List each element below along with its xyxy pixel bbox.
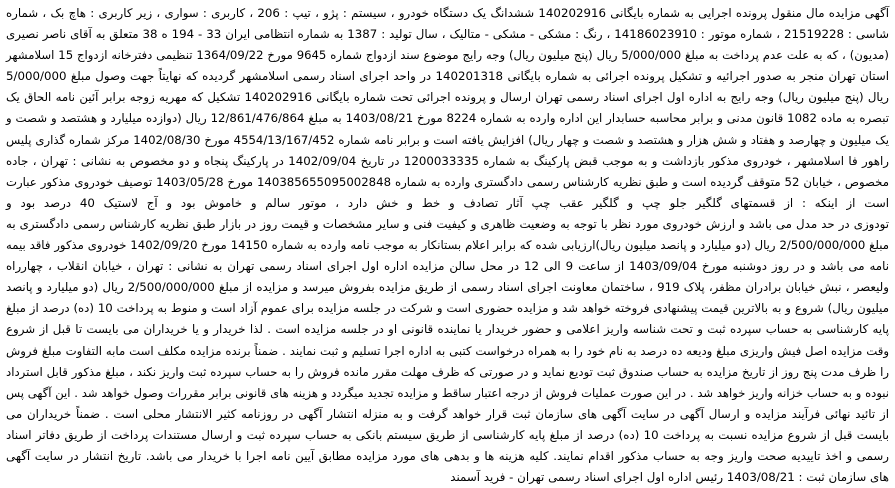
notice-line: است از اینکه : از قسمتهای گلگیر جلو چپ و گلگیر عقب چپ آثار تصادف و خط و خش دارد ، موتور سالم و خاموش بود و آج لاستیک 40 درصد بود و — [6, 195, 889, 210]
notice-line: تبصره به ماده 1082 قانون مدنی و برابر محاسبه حسابدار این اداره وارده به شماره 8224 مورخ 1403/08/21 به مبلغ 12/861/476/864 ریال (دوازده میلیارد و هشتصد و شصت و — [6, 111, 889, 126]
notice-line: تودوزی در حد مدل می باشد و ارزش خودروی مورد نظر با توجه به وضعیت ظاهری و کیفیت فنی و سایر مشخصات و قیمت روز در بازار طبق نظریه کارشناس رسمی دادگستری به — [6, 216, 889, 231]
notice-line: رسمی و اخذ تاییدیه صحت واریز وجه به حساب مذکور اقدام نمایند. کلیه هزینه ها و بدهی های مورد مزایده مطابق آیین نامه اجرا با خریدار می باشد. تاریخ انتشار در سایت آگهی — [6, 448, 889, 463]
notice-line: نبوده و به حساب خزانه واریز خواهد شد . در این صورت عملیات فروش از درجه اعتبار ساقط و مزایده تجدید میگردد و هزینه های قانونی برابر مقررات وصول خواهد شد . این آگهی پس — [6, 385, 889, 400]
notice-line: میلیون ریال) شروع و به بالاترین قیمت پیشنهادی فروخته خواهد شد و مزایده حضوری است و شرکت در جلسه مزایده برای عموم آزاد است و منوط به پرداخت 10 (ده) درصد از مبلغ — [6, 301, 889, 316]
notice-line: ولیعصر ، نبش خیابان برادران مظفر، پلاک 919 ، ساختمان معاونت اجرای اسناد رسمی از طریق مزایده بفروش میرسد و مزایده از مبلغ 2/500/000/000 ریال (دو میلیارد و پانصد — [6, 280, 889, 295]
notice-line: استان تهران منجر به صدور اجرائیه و تشکیل پرونده اجرائی به شماره بایگانی 140201318 در واحد اجرای اسناد رسمی اسلامشهر گردیده که نهایتاً جهت وصول مبلغ 5/000/000 — [6, 69, 889, 84]
notice-line: مخصوص ، خیابان 52 متوقف گردیده است و طبق نظریه کارشناس رسمی دادگستری وارده به شماره 140385655095002848 مورخ 1403/05/28 توصیف خودروی مذکور عبارت — [6, 174, 890, 189]
notice-line: نامه می باشد و در روز دوشنبه مورخ 1403/09/04 از ساعت 9 الی 12 در محل سالن مزایده اداره اول اجرای اسناد رسمی تهران به نشانی : تهران ، خیابان انقلاب ، چهارراه — [6, 259, 889, 274]
notice-line-final: های سازمان ثبت : 1403/08/21 رئیس اداره اول اجرای اسناد رسمی تهران - فرید آسمند — [450, 470, 889, 485]
notice-line: شاسی : 21519228 ، شماره موتور : 14186023910 ، رنگ : مشکی - مشکی - متالیک ، سال تولید : 1387 به شماره انتظامی ایران 33 - 194 ه 38 متعلق به آقای ناصر نصیری — [6, 27, 890, 42]
notice-line: مبلغ 2/500/000/000 ریال (دو میلیارد و پانصد میلیون ریال)ارزیابی شده که برابر اعلام بستانکار به موجب نامه وارده به شماره 14150 مورخ 1402/09/20 خودروی مذکور فاقد بیمه — [6, 238, 889, 253]
notice-line: وقت مزایده اصل فیش واریزی مبلغ ودیعه ده درصد به نام خود را به همراه درخواست کتبی به اداره اجرا تسلیم و ثبت نمایند . ضمناً برنده مزایده مکلف است مابه التفاوت مبلغ فروش — [6, 343, 889, 358]
notice-line: راهور فا اسلامشهر ، خودروی مذکور بازداشت و به موجب قبض پارکینگ به شماره 1200033335 در تاریخ 1402/09/04 در پارکینگ پنجاه و دو مخصوص به نشانی : تهران ، جاده — [6, 153, 889, 168]
notice-line: (مدیون) ، که به علت عدم پرداخت به مبلغ 5/000/000 ریال (پنج میلیون ریال) وجه رایج موضوع سند ازدواج شماره 9645 مورخ 1364/09/22 تنظیمی دفترخانه ازدواج 15 اسلامشهر — [6, 48, 889, 63]
notice-line: آگهی مزایده مال منقول پرونده اجرایی به شماره بایگانی 140202916 ششدانگ یک دستگاه خودرو ، سیستم : پژو ، تیپ : 206 ، کاربری : سواری ، زیر کاربری : هاچ بک ، شماره — [6, 6, 889, 20]
notice-line: یک میلیون و چهارصد و هفتاد و شش هزار و هشتصد و شصت و چهار ریال) افزایش یافته است و برابر نامه شماره 4554/13/167/452 مورخ 1402/08/30 مرکز شماره گذاری پلیس — [6, 132, 889, 147]
notice-line: ریال (پنج میلیون ریال) وجه رایج به اداره اول اجرای اسناد رسمی تهران ارسال و پرونده اجرائی تحت شماره بایگانی 140202916 تشکیل که مهریه زوجه برابر آئین نامه الحاق یک — [6, 90, 889, 105]
notice-line: از تائید نهائی فرآیند مزایده و ارسال آگهی در سایت آگهی های سازمان ثبت قرار خواهد گرفت و به منزله انتشار آگهی در روزنامه کثیر الانتشار محلی است . ضمناً خریداران می — [6, 406, 889, 421]
notice-line: بایست قبل از شروع مزایده نسبت به پرداخت 10 (ده) درصد از مبلغ پایه کارشناسی از طریق سیستم بانکی به حساب سپرده ثبت و ارسال مستندات پرداخت از طریق دفاتر اسناد — [6, 427, 889, 442]
notice-line: را ظرف مدت پنج روز از تاریخ مزایده به حساب صندوق ثبت تودیع نماید و در صورتی که ظرف مهلت مقرر مانده فروش را به حساب سپرده ثبت واریز نکند ، مبلغ مذکور قابل استرداد — [6, 364, 889, 379]
notice-line: پایه کارشناسی به حساب سپرده ثبت و تحت شناسه واریز اعلامی و حضور خریدار یا نماینده قانونی او در جلسه مزایده است . لذا خریدار و یا خریداران می بایست تا قبل از شروع — [6, 322, 889, 337]
